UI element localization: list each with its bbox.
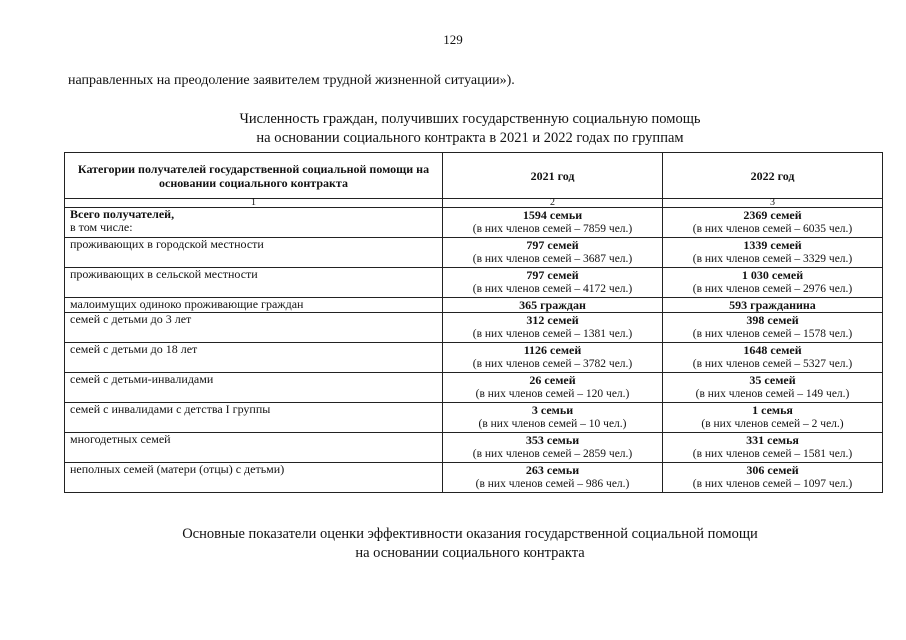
members-count: (в них членов семей – 1581 чел.): [692, 448, 853, 460]
members-count: (в них членов семей – 2976 чел.): [692, 283, 853, 295]
members-count: (в них членов семей – 2859 чел.): [472, 448, 633, 460]
members-count: (в них членов семей – 3782 чел.): [472, 358, 633, 370]
families-count: 593 гражданина: [729, 298, 816, 312]
families-count: 312 семей: [526, 313, 579, 327]
category-label: неполных семей (матери (отцы) с детьми): [70, 462, 285, 476]
column-number-row: [65, 199, 883, 208]
members-count: (в них членов семей – 7859 чел.): [472, 223, 633, 235]
category-cell: [65, 268, 443, 298]
value-cell-2022: [663, 463, 883, 493]
category-cell: [65, 373, 443, 403]
category-cell: [65, 403, 443, 433]
members-count: (в них членов семей – 1097 чел.): [692, 478, 853, 490]
members-count: (в них членов семей – 4172 чел.): [472, 283, 633, 295]
category-label: семей с детьми до 3 лет: [70, 312, 192, 326]
value-cell-2021: [443, 313, 663, 343]
table-row: [65, 373, 883, 403]
value-cell-2022: [663, 403, 883, 433]
column-number: 3: [663, 199, 883, 208]
families-count: 263 семьи: [525, 463, 580, 477]
value-cell-2021: [443, 433, 663, 463]
members-count: (в них членов семей – 10 чел.): [478, 418, 627, 430]
category-label: проживающих в городской местности: [70, 237, 264, 251]
value-cell-2022: [663, 343, 883, 373]
table-row: [65, 208, 883, 238]
table-row: [65, 433, 883, 463]
value-cell-2021: [443, 463, 663, 493]
value-cell-2022: [663, 238, 883, 268]
value-cell-2022: [663, 298, 883, 313]
families-count: 331 семья: [746, 433, 799, 447]
category-label: проживающих в сельской местности: [70, 267, 258, 281]
section-heading-line-2: на основании социального контракта: [355, 545, 585, 561]
column-number: 2: [443, 199, 663, 208]
category-cell: [65, 463, 443, 493]
value-cell-2022: [663, 373, 883, 403]
category-label: малоимущих одиноко проживающие граждан: [70, 297, 304, 311]
table-row: [65, 313, 883, 343]
category-cell: [65, 298, 443, 313]
category-cell: [65, 343, 443, 373]
families-count: 306 семей: [746, 463, 799, 477]
families-count: 398 семей: [746, 313, 799, 327]
families-count: 1594 семьи: [522, 208, 583, 222]
members-count: (в них членов семей – 1578 чел.): [692, 328, 853, 340]
recipients-table: [64, 152, 883, 493]
header-2021: 2021 год: [443, 153, 663, 199]
section-heading: [130, 525, 810, 563]
value-cell-2021: [443, 238, 663, 268]
caption-line-2: на основании социального контракта в 2021 и 2022 годах по группам: [256, 130, 684, 146]
value-cell-2022: [663, 208, 883, 238]
column-number: 1: [65, 199, 443, 208]
header-category: Категории получателей государственной социальной помощи на основании социального контракта: [65, 153, 443, 199]
value-cell-2021: [443, 298, 663, 313]
value-cell-2021: [443, 343, 663, 373]
section-heading-line-1: Основные показатели оценки эффективности оказания государственной социальной помощи: [182, 526, 758, 542]
table-row: [65, 463, 883, 493]
value-cell-2022: [663, 433, 883, 463]
category-cell: [65, 313, 443, 343]
families-count: 365 граждан: [519, 298, 586, 312]
page-number: 129: [443, 32, 463, 47]
table-row: [65, 298, 883, 313]
families-count: 353 семьи: [525, 433, 580, 447]
members-count: (в них членов семей – 2 чел.): [701, 418, 844, 430]
value-cell-2021: [443, 373, 663, 403]
families-count: 1 030 семей: [741, 268, 804, 282]
families-count: 1 семья: [752, 403, 793, 417]
category-label: многодетных семей: [70, 432, 171, 446]
members-count: (в них членов семей – 1381 чел.): [472, 328, 633, 340]
table-row: [65, 238, 883, 268]
members-count: (в них членов семей – 3687 чел.): [472, 253, 633, 265]
category-cell: [65, 238, 443, 268]
families-count: 797 семей: [526, 268, 579, 282]
category-cell: [65, 208, 443, 238]
category-label: семей с детьми-инвалидами: [70, 372, 214, 386]
table-caption: [150, 110, 790, 148]
members-count: (в них членов семей – 120 чел.): [475, 388, 630, 400]
value-cell-2022: [663, 268, 883, 298]
category-label: семей с детьми до 18 лет: [70, 342, 198, 356]
value-cell-2021: [443, 403, 663, 433]
families-count: 1126 семей: [523, 343, 582, 357]
families-count: 1339 семей: [743, 238, 802, 252]
caption-line-1: Численность граждан, получивших государственную социальную помощь: [239, 111, 701, 127]
table-header-row: [65, 153, 883, 199]
table-row: [65, 343, 883, 373]
value-cell-2021: [443, 268, 663, 298]
members-count: (в них членов семей – 149 чел.): [695, 388, 850, 400]
value-cell-2022: [663, 313, 883, 343]
table-row: [65, 268, 883, 298]
members-count: (в них членов семей – 3329 чел.): [692, 253, 853, 265]
intro-text: направленных на преодоление заявителем трудной жизненной ситуации»).: [68, 73, 515, 88]
value-cell-2021: [443, 208, 663, 238]
families-count: 26 семей: [529, 373, 576, 387]
families-count: 3 семьи: [531, 403, 574, 417]
members-count: (в них членов семей – 5327 чел.): [692, 358, 853, 370]
header-2022: 2022 год: [663, 153, 883, 199]
category-cell: [65, 433, 443, 463]
members-count: (в них членов семей – 6035 чел.): [692, 223, 853, 235]
families-count: 35 семей: [749, 373, 796, 387]
families-count: 2369 семей: [743, 208, 802, 222]
category-label: семей с инвалидами с детства I группы: [70, 402, 271, 416]
table-row: [65, 403, 883, 433]
category-total-label: Всего получателей,: [70, 207, 175, 221]
families-count: 1648 семей: [743, 343, 802, 357]
members-count: (в них членов семей – 986 чел.): [475, 478, 630, 490]
families-count: 797 семей: [526, 238, 579, 252]
category-label: в том числе:: [70, 220, 133, 234]
